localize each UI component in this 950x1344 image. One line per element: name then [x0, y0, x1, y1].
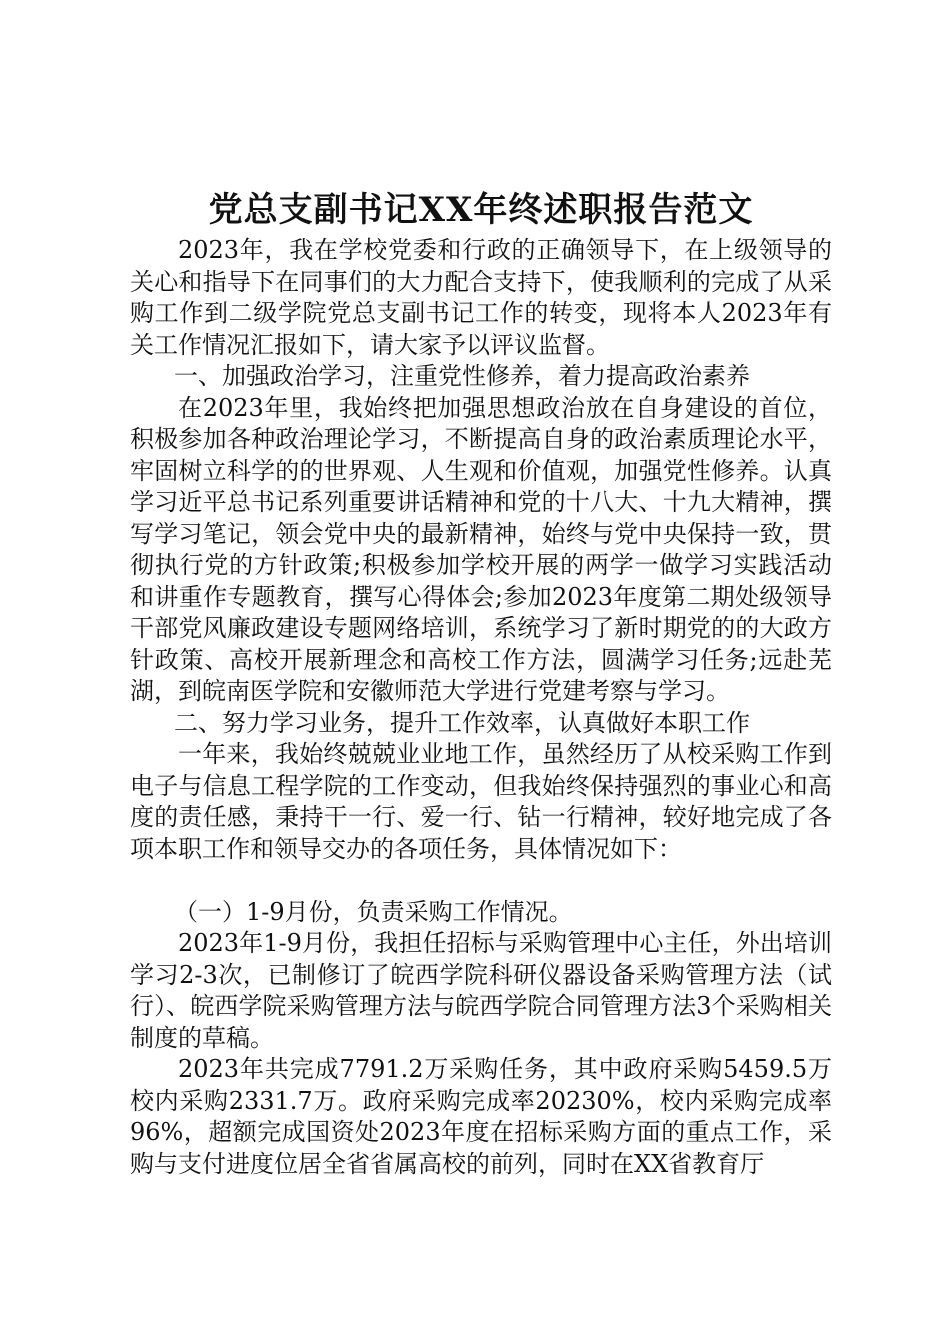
section-2-body: 一年来，我始终兢兢业业地工作，虽然经历了从校采购工作到电子与信息工程学院的工作变动，但我始终保持强烈的事业心和高度的责任感，秉持干一行、爱一行、钻一行精神，较好地完成了各项本职工作和领导交办的各项任务，具体情况如下：	[130, 740, 832, 863]
subsection-1-body: 2023年1-9月份，我担任招标与采购管理中心主任，外出培训学习2-3次，已制修订了皖西学院科研仪器设备采购管理方法（试行）、皖西学院采购管理方法与皖西学院合同管理方法3个采购相关制度的草稿。	[130, 929, 832, 1052]
document-title: 党总支副书记XX年终述职报告范文	[208, 190, 754, 230]
procurement-results-paragraph: 2023年共完成7791.2万采购任务，其中政府采购5459.5万校内采购2331.7万。政府采购完成率20230%，校内采购完成率96%，超额完成国资处2023年度在招标采购方面的重点工作，采购与支付进度位居全省省属高校的前列，同时在XX省教育厅	[130, 1055, 832, 1178]
section-1-body: 在2023年里，我始终把加强思想政治放在自身建设的首位，积极参加各种政治理论学习，不断提高自身的政治素质理论水平，牢固树立科学的的世界观、人生观和价值观，加强党性修养。认真学习近平总书记系列重要讲话精神和党的十八大、十九大精神，撰写学习笔记，领会党中央的最新精神，始终与党中央保持一致，贯彻执行党的方针政策;积极参加学校开展的两学一做学习实践活动和讲重作专题教育，撰写心得体会;参加2023年度第二期处级领导干部党风廉政建设专题网络培训，系统学习了新时期党的的大政方针政策、高校开展新理念和高校工作方法，圆满学习任务;远赴芜湖，到皖南医学院和安徽师范大学进行党建考察与学习。	[130, 393, 832, 705]
section-heading-1: 一、加强政治学习，注重党性修养，着力提高政治素养	[174, 362, 750, 390]
document-page	[130, 185, 832, 1180]
section-heading-2: 二、努力学习业务，提升工作效率，认真做好本职工作	[174, 708, 750, 737]
subsection-heading-1: （一）1-9月份，负责采购工作情况。	[174, 897, 573, 926]
intro-paragraph: 2023年，我在学校党委和行政的正确领导下，在上级领导的关心和指导下在同事们的大力配合支持下，使我顺利的完成了从采购工作到二级学院党总支副书记工作的转变，现将本人2023年有关工作情况汇报如下，请大家予以评议监督。	[130, 236, 832, 359]
blank-line	[130, 865, 832, 897]
